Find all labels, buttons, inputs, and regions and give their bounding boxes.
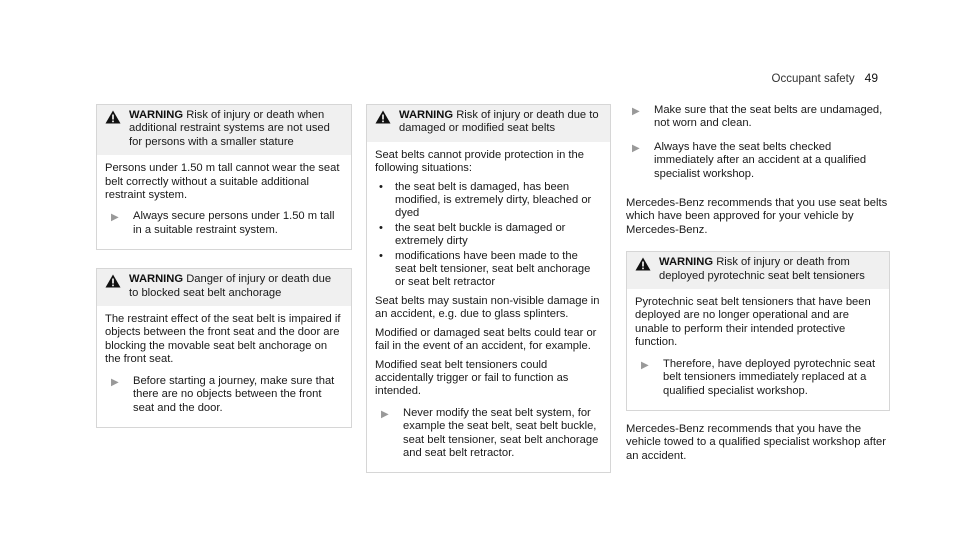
step-arrow-icon: ▶ — [381, 408, 389, 420]
warning-box-anchorage — [96, 268, 352, 428]
warning-header — [97, 269, 351, 306]
action-step — [105, 210, 343, 237]
warning-title: Risk of injury or death due to damaged or modified seat belts — [399, 109, 599, 135]
warning-body — [627, 289, 889, 410]
warning-word: WARNING — [659, 256, 714, 269]
warning-triangle-icon — [105, 110, 123, 149]
step-arrow-icon: ▶ — [111, 376, 119, 388]
warning-box-damaged-belts — [366, 104, 611, 473]
column-1 — [96, 104, 352, 446]
step-arrow-icon: ▶ — [111, 212, 119, 224]
column-2 — [366, 104, 611, 491]
step-arrow-icon: ▶ — [632, 142, 640, 154]
step-text: Therefore, have deployed pyrotechnic seat belt tensioners immediately replaced at a qualified specialist workshop. — [663, 357, 876, 397]
warning-text: Pyrotechnic seat belt tensioners that have been deployed are no longer operational and are unable to perform their intended protective function. — [635, 296, 871, 349]
page-header — [772, 72, 878, 86]
step-text: Never modify the seat belt system, for example the seat belt, seat belt buckle, seat belt tensioner, seat belt anchorage and seat belt retractor. — [403, 406, 599, 459]
warning-word: WARNING — [129, 109, 184, 121]
warning-header — [97, 105, 351, 155]
recommendation-paragraph: Mercedes-Benz recommends that you have the vehicle towed to a qualified specialist workshop after an accident. — [626, 422, 886, 462]
warning-title: Risk of injury or death when additional restraint systems are not used for persons with a smaller stature — [129, 109, 330, 148]
warning-word: WARNING — [399, 109, 454, 121]
action-step — [375, 407, 602, 461]
action-step — [626, 141, 890, 181]
warning-triangle-icon — [105, 274, 123, 300]
list-item: • modifications have been made to the seat belt tensioner, seat belt anchorage or seat belt retractor — [375, 250, 602, 290]
warning-title: Risk of injury or death from deployed pyrotechnic seat belt tensioners — [659, 256, 865, 282]
warning-box-pyrotechnic — [626, 251, 890, 411]
belt-check-steps — [626, 104, 890, 181]
warning-triangle-icon — [375, 110, 393, 136]
warning-text: The restraint effect of the seat belt is impaired if objects between the front seat and the door are blocking the movable seat belt anchorage on the front seat. — [105, 313, 341, 366]
recommendation-paragraph: Mercedes-Benz recommends that you use seat belts which have been approved for your vehicle by Mercedes-Benz. — [626, 197, 888, 236]
step-text: Always secure persons under 1.50 m tall in a suitable restraint system. — [133, 210, 335, 236]
warning-body — [97, 155, 351, 249]
list-item: • the seat belt buckle is damaged or extremely dirty — [375, 222, 602, 249]
action-step — [626, 104, 890, 131]
step-arrow-icon: ▶ — [632, 106, 640, 117]
step-text: Make sure that the seat belts are undamaged, not worn and clean. — [654, 104, 883, 130]
section-title: Occupant safety — [771, 73, 855, 85]
warning-text: Persons under 1.50 m tall cannot wear the seat belt correctly without a suitable additional restraint system. — [105, 162, 340, 202]
warning-text: Modified seat belt tensioners could accidentally trigger or fail to function as intended. — [375, 358, 569, 398]
warning-text: Modified or damaged seat belts could tear or fail in the event of an accident, for example. — [375, 326, 597, 353]
warning-header — [627, 252, 889, 289]
list-item: • the seat belt is damaged, has been modified, is extremely dirty, bleached or dyed — [375, 181, 602, 221]
warning-title: Danger of injury or death due to blocked seat belt anchorage — [129, 273, 332, 299]
warning-body — [97, 306, 351, 427]
action-step — [635, 358, 881, 398]
warning-text: Seat belts may sustain non-visible damage in an accident, e.g. due to glass splinters. — [375, 294, 600, 321]
step-text: Always have the seat belts checked immediately after an accident at a qualified specialist workshop. — [654, 140, 867, 180]
column-3 — [626, 104, 890, 477]
warning-box-restraint — [96, 104, 352, 250]
warning-intro: Seat belts cannot provide protection in the following situations: — [375, 148, 584, 175]
warning-header — [367, 105, 610, 142]
warning-word: WARNING — [129, 273, 184, 286]
warning-body — [367, 142, 610, 473]
action-step — [105, 375, 343, 415]
step-arrow-icon: ▶ — [641, 359, 649, 371]
warning-triangle-icon — [635, 257, 653, 283]
step-text: Before starting a journey, make sure that there are no objects between the front seat and the door. — [133, 374, 335, 414]
situation-list — [375, 181, 602, 290]
page-number: 49 — [864, 71, 878, 85]
